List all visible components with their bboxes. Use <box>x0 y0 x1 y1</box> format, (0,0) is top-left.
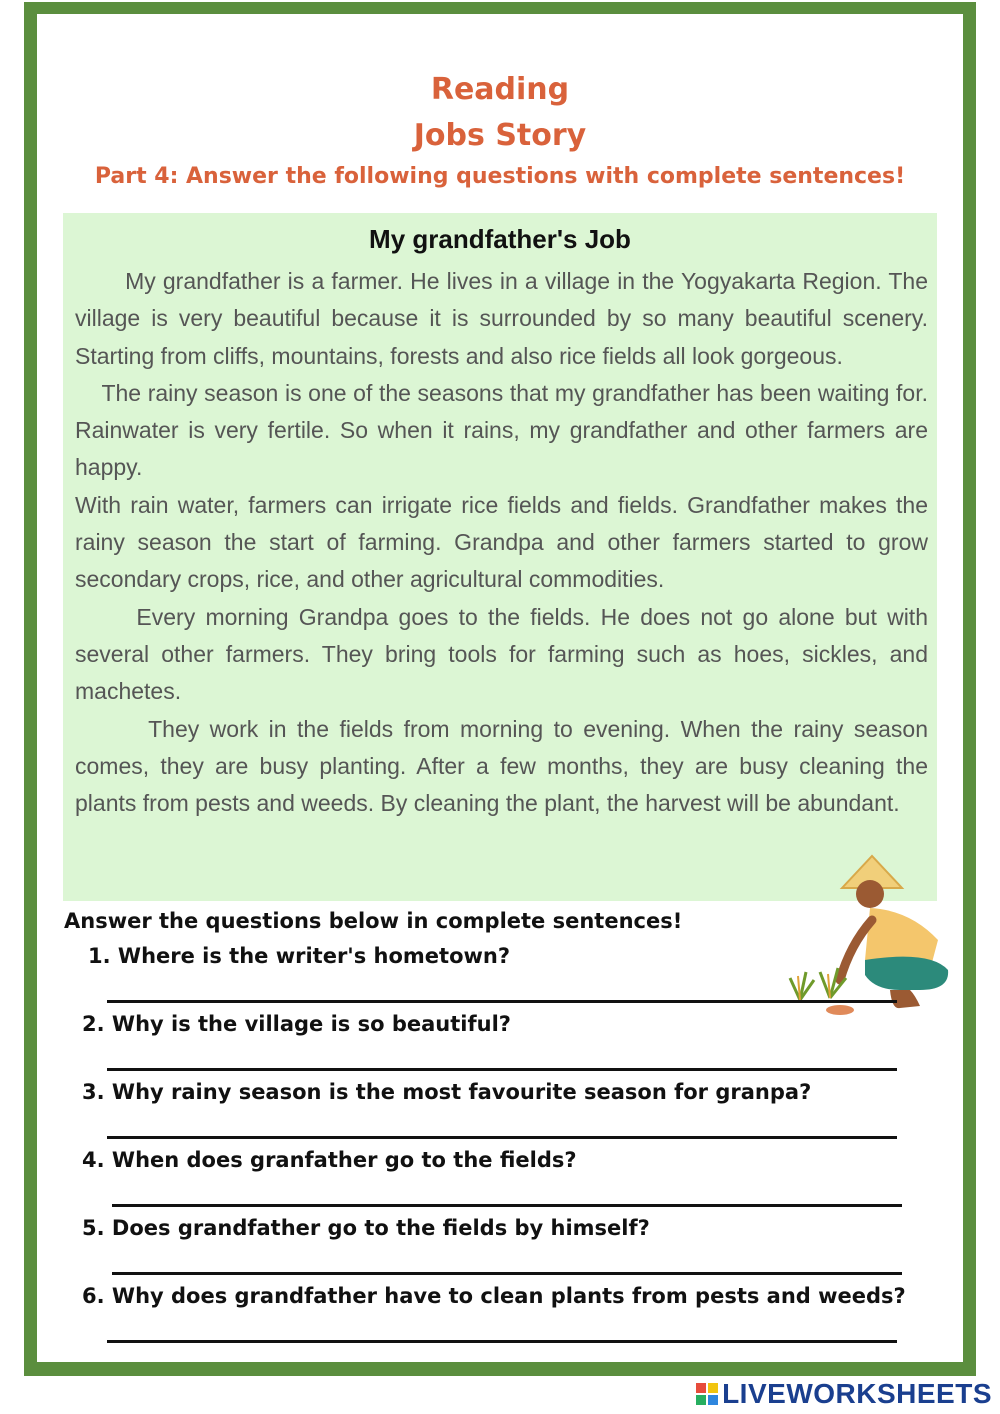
answer-line-5[interactable] <box>112 1272 902 1275</box>
story-title: My grandfather's Job <box>369 224 631 254</box>
farmer-illustration <box>780 850 955 1020</box>
footer-brand: LIVEWORKSHEETS <box>722 1378 992 1409</box>
page-subtitle: Jobs Story <box>413 118 587 153</box>
question-3: 3. Why rainy season is the most favourite season for granpa? <box>82 1080 812 1104</box>
answer-line-4[interactable] <box>112 1204 902 1207</box>
story-paragraph: With rain water, farmers can irrigate rice fields and fields. Grandfather makes the rainy season the start of farming. Grandpa and other farmers started to grow secondary crops, rice, and other agricultural commodities. <box>75 491 928 593</box>
story-paragraph: They work in the fields from morning to evening. When the rainy season comes, they are busy planting. After a few months, they are busy cleaning the plants from pests and weeds. By cleaning the plant, the harvest will be abundant. <box>75 715 928 817</box>
answer-line-3[interactable] <box>107 1136 897 1139</box>
liveworksheets-logo-icon <box>696 1383 718 1405</box>
liveworksheets-footer[interactable] <box>696 1378 992 1410</box>
question-1: 1. Where is the writer's hometown? <box>88 944 511 968</box>
story-paragraph: The rainy season is one of the seasons that my grandfather has been waiting for. Rainwater is very fertile. So when it rains, my grandfather and other farmers are happy. <box>75 379 928 481</box>
question-6: 6. Why does grandfather have to clean plants from pests and weeds? <box>82 1284 906 1308</box>
questions-instruction: Answer the questions below in complete sentences! <box>64 909 683 933</box>
answer-line-6[interactable] <box>107 1340 897 1343</box>
part-instruction: Part 4: Answer the following questions with complete sentences! <box>94 164 906 189</box>
answer-line-2[interactable] <box>107 1068 897 1071</box>
story-text <box>75 263 928 822</box>
page-title: Reading <box>430 72 570 107</box>
story-paragraph: My grandfather is a farmer. He lives in a village in the Yogyakarta Region. The village is very beautiful because it is surrounded by so many beautiful scenery. Starting from cliffs, mountains, forests and also rice fields all look gorgeous. <box>75 268 928 369</box>
story-paragraph: Every morning Grandpa goes to the fields. He does not go alone but with several other farmers. They bring tools for farming such as hoes, sickles, and machetes. <box>75 603 928 705</box>
answer-line-1[interactable] <box>107 1000 897 1003</box>
story-box <box>63 213 937 901</box>
question-4: 4. When does granfather go to the fields? <box>82 1148 577 1172</box>
question-2: 2. Why is the village is so beautiful? <box>82 1012 511 1036</box>
question-5: 5. Does grandfather go to the fields by himself? <box>82 1216 650 1240</box>
